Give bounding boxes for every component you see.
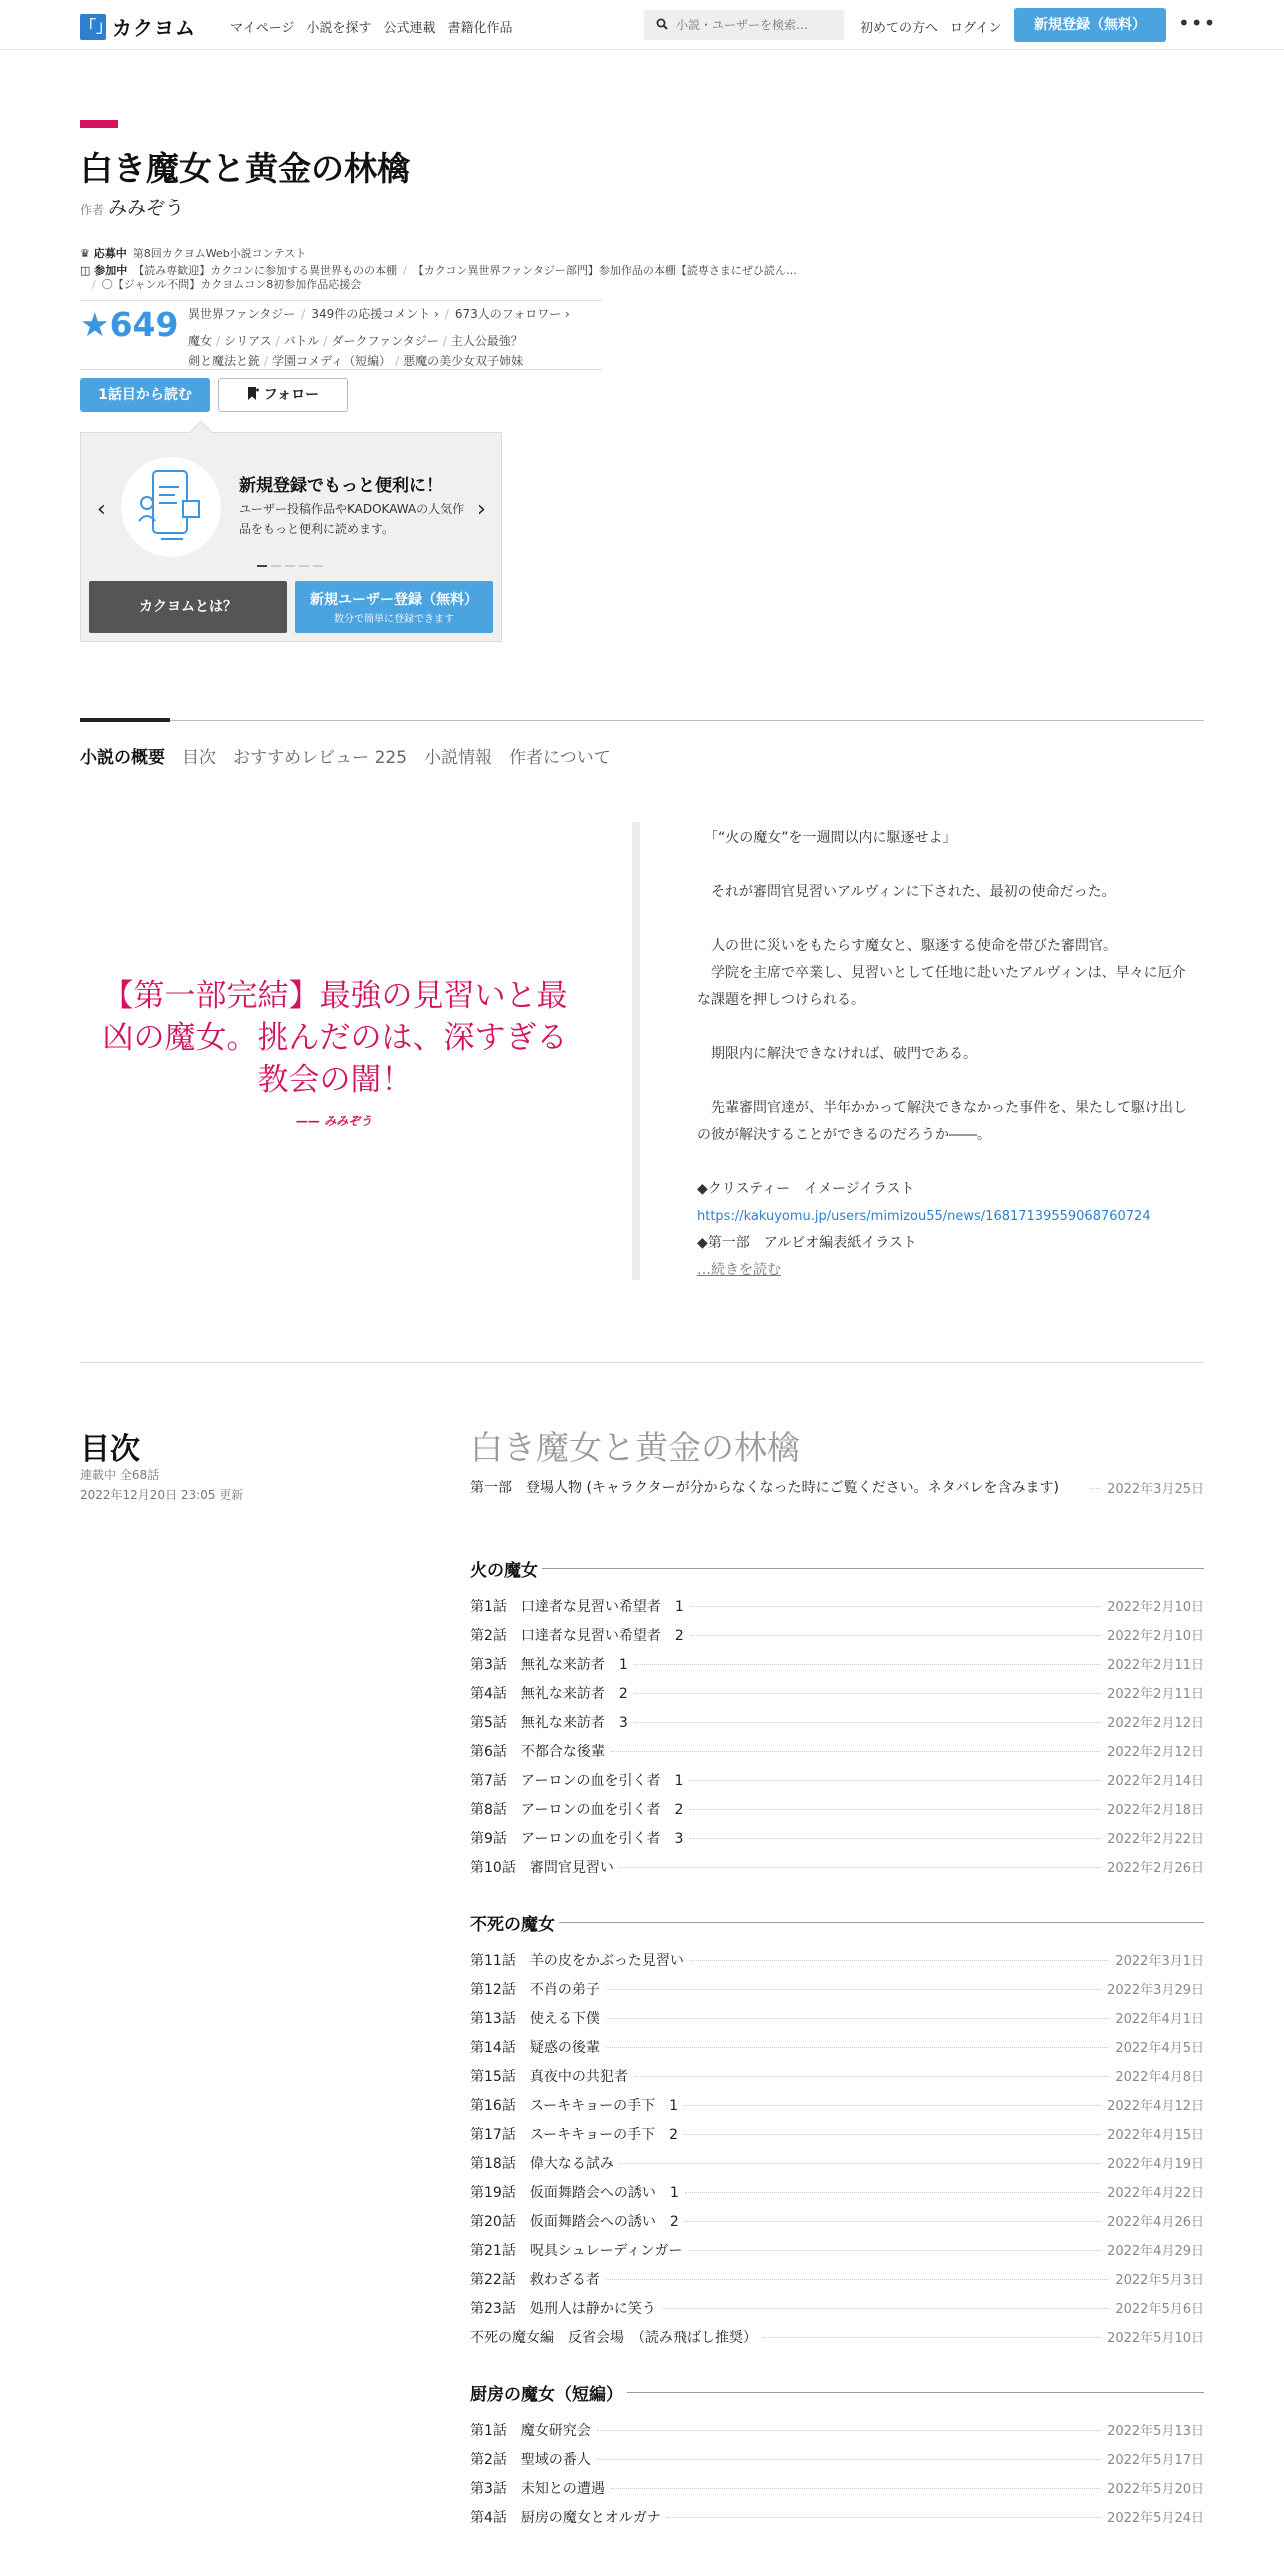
episode-title: 第1話 口達者な見習い希望者 1 bbox=[470, 1596, 690, 1616]
carousel-dot[interactable] bbox=[271, 565, 281, 567]
toc-updated: 2022年12月20日 23:05 更新 bbox=[80, 1488, 244, 1502]
nav-books[interactable]: 書籍化作品 bbox=[447, 21, 513, 36]
episode-title: 第14話 疑惑の後輩 bbox=[470, 2037, 606, 2057]
episode-row[interactable] bbox=[470, 1950, 1204, 1979]
episode-title: 第2話 聖域の番人 bbox=[470, 2449, 597, 2469]
author-label: 作者 bbox=[80, 203, 105, 217]
main-nav bbox=[230, 17, 513, 36]
episode-title: 第1話 魔女研究会 bbox=[470, 2420, 597, 2440]
illustration-link[interactable]: https://kakuyomu.jp/users/mimizou55/news/16817139559068760724 bbox=[697, 1209, 1151, 1224]
join-link-2[interactable]: 【カクコン異世界ファンタジー部門】参加作品の本棚【読専さまにぜひ読ん… bbox=[412, 264, 797, 277]
genre-link[interactable]: 異世界ファンタジー bbox=[188, 307, 296, 321]
episode-row[interactable] bbox=[470, 1979, 1204, 2008]
contest-link[interactable]: 第8回カクヨムWeb小説コンテスト bbox=[132, 247, 307, 260]
carousel-dot[interactable] bbox=[285, 565, 295, 567]
site-header bbox=[0, 0, 1284, 50]
episode-date: 2022年2月11日 bbox=[1101, 1683, 1204, 1702]
catchphrase-author: —— みみぞう bbox=[296, 1114, 373, 1128]
toc-work-title: 白き魔女と黄金の林檎 bbox=[470, 1428, 800, 1467]
episode-date: 2022年5月17日 bbox=[1101, 2449, 1204, 2468]
episode-title: 第13話 使える下僕 bbox=[470, 2008, 606, 2028]
site-logo[interactable] bbox=[80, 12, 196, 41]
signup-button[interactable]: 新規登録（無料） bbox=[1014, 8, 1166, 42]
toc-status: 連載中 全68話 bbox=[80, 1468, 160, 1482]
episode-date: 2022年2月12日 bbox=[1101, 1712, 1204, 1731]
stats-panel bbox=[80, 300, 602, 370]
chapter-title: 不死の魔女 bbox=[470, 1914, 555, 1935]
follow-button[interactable] bbox=[218, 378, 348, 412]
episode-date: 2022年4月19日 bbox=[1101, 2153, 1204, 2172]
search-input[interactable] bbox=[676, 18, 836, 32]
tag-item[interactable]: ダークファンタジー bbox=[331, 334, 439, 348]
chapter-heading bbox=[470, 1546, 1204, 1590]
logo-name: カクヨム bbox=[112, 16, 196, 40]
carousel-dot[interactable] bbox=[257, 565, 267, 567]
episode-title: 第9話 アーロンの血を引く者 3 bbox=[470, 1828, 689, 1848]
episode-title: 第20話 仮面舞踏会への誘い 2 bbox=[470, 2211, 685, 2231]
episode-date: 2022年2月10日 bbox=[1101, 1625, 1204, 1644]
chapter-title: 厨房の魔女（短編） bbox=[470, 2384, 623, 2405]
episode-title: 第4話 厨房の魔女とオルガナ bbox=[470, 2507, 667, 2527]
join-link-1[interactable]: 【読み専歓迎】カクコンに参加する異世界ものの本棚 bbox=[133, 264, 398, 277]
episode-row[interactable] bbox=[470, 1799, 1204, 1828]
chevron-left-icon[interactable]: ‹ bbox=[97, 497, 106, 522]
tab-active-indicator bbox=[80, 718, 170, 722]
episode-date: 2022年5月13日 bbox=[1101, 2420, 1204, 2439]
episode-row[interactable] bbox=[470, 2327, 1204, 2356]
episode-title: 第23話 処刑人は静かに笑う bbox=[470, 2298, 662, 2318]
chapter-title: 火の魔女 bbox=[470, 1560, 538, 1581]
chevron-right-icon[interactable]: › bbox=[477, 497, 486, 522]
episode-date: 2022年2月26日 bbox=[1101, 1857, 1204, 1876]
episode-title: 第5話 無礼な来訪者 3 bbox=[470, 1712, 634, 1732]
intro-paragraph: それが審問官見習いアルヴィンに下された、最初の使命だった。 bbox=[697, 884, 1116, 900]
more-menu-icon[interactable]: ••• bbox=[1178, 11, 1217, 35]
episode-row[interactable] bbox=[470, 2240, 1204, 2269]
episode-date: 2022年5月10日 bbox=[1101, 2327, 1204, 2346]
follow-label: フォロー bbox=[263, 387, 320, 403]
nav-mypage[interactable]: マイページ bbox=[230, 21, 295, 36]
contest-row bbox=[80, 245, 306, 261]
episode-row[interactable] bbox=[470, 1596, 1204, 1625]
episode-title: 第10話 審問官見習い bbox=[470, 1857, 620, 1877]
episode-title: 第8話 アーロンの血を引く者 2 bbox=[470, 1799, 689, 1819]
episode-date: 2022年3月29日 bbox=[1101, 1979, 1204, 1998]
episode-row[interactable] bbox=[470, 2507, 1204, 2536]
toc-heading: 目次 bbox=[80, 1432, 140, 1467]
episode-date: 2022年3月25日 bbox=[1101, 1478, 1204, 1497]
episode-row[interactable] bbox=[470, 2124, 1204, 2153]
episode-row[interactable] bbox=[470, 1857, 1204, 1886]
tab-toc[interactable]: 目次 bbox=[182, 748, 216, 768]
author-name[interactable]: みみぞう bbox=[108, 197, 185, 219]
episode-date: 2022年5月20日 bbox=[1101, 2478, 1204, 2497]
read-first-episode-button[interactable]: 1話目から読む bbox=[80, 378, 210, 412]
episode-title: 第4話 無礼な来訪者 2 bbox=[470, 1683, 634, 1703]
episode-date: 2022年2月10日 bbox=[1101, 1596, 1204, 1615]
tag-item[interactable]: シリアス bbox=[224, 334, 272, 348]
chapter-heading bbox=[470, 1900, 1204, 1944]
episode-date: 2022年5月3日 bbox=[1109, 2269, 1204, 2288]
episode-row[interactable] bbox=[470, 1683, 1204, 1712]
join-badge: ◫ 参加中 bbox=[80, 264, 128, 277]
followers-link[interactable]: 673人のフォロワー › bbox=[454, 307, 570, 321]
bookmark-icon bbox=[247, 387, 259, 403]
episode-date: 2022年5月6日 bbox=[1109, 2298, 1204, 2317]
register-promo bbox=[80, 432, 502, 642]
episode-row[interactable] bbox=[470, 1478, 1204, 1532]
episode-row[interactable] bbox=[470, 1625, 1204, 1654]
promo-text: ユーザー投稿作品やKADOKAWAの人気作品をもっと便利に読めます。 bbox=[239, 502, 465, 536]
episode-date: 2022年4月1日 bbox=[1109, 2008, 1204, 2027]
nav-official[interactable]: 公式連載 bbox=[383, 21, 436, 36]
episode-title: 第3話 無礼な来訪者 1 bbox=[470, 1654, 634, 1674]
read-more-link[interactable]: …続きを読む bbox=[697, 1262, 781, 1278]
intro-paragraph: 人の世に災いをもたらす魔女と、駆逐する使命を帯びた審問官。 学院を主席で卒業し、見習いとして任地に赴いたアルヴィンは、早々に厄介な課題を押しつけられる。 bbox=[697, 938, 1186, 1008]
episode-row[interactable] bbox=[470, 2153, 1204, 2182]
search-icon bbox=[656, 18, 668, 33]
intro-paragraph: 「“火の魔女”を一週間以内に駆逐せよ」 bbox=[697, 830, 957, 846]
first-time-link[interactable]: 初めての方へ bbox=[860, 21, 939, 36]
episode-row[interactable] bbox=[470, 1654, 1204, 1683]
tab-author[interactable]: 作者について bbox=[509, 748, 611, 768]
phone-illustration-icon bbox=[121, 457, 221, 557]
joins-row: ◫ 参加中 【読み専歓迎】カクコンに参加する異世界ものの本棚 / 【カクコン異世界ファンタジー部門】参加作品の本棚【読専さまにぜひ読ん… bbox=[80, 264, 797, 277]
episode-date: 2022年2月11日 bbox=[1101, 1654, 1204, 1673]
register-sublabel: 数分で簡単に登録できます bbox=[334, 614, 454, 625]
episode-row[interactable] bbox=[470, 2420, 1204, 2449]
episode-date: 2022年4月29日 bbox=[1101, 2240, 1204, 2259]
episode-title: 第17話 スーキキョーの手下 2 bbox=[470, 2124, 684, 2144]
episode-date: 2022年4月15日 bbox=[1101, 2124, 1204, 2143]
tab-info[interactable]: 小説情報 bbox=[424, 748, 493, 768]
episode-row[interactable] bbox=[470, 2095, 1204, 2124]
episode-date: 2022年2月14日 bbox=[1101, 1770, 1204, 1789]
tag-list: 魔女 / シリアス / バトル / ダークファンタジー / 主人公最強？ 剣と魔法と銃 / 学園コメディ（短編） / 悪魔の美少女双子姉妹 bbox=[188, 334, 524, 368]
episode-title: 第22話 救わざる者 bbox=[470, 2269, 606, 2289]
episode-date: 2022年4月8日 bbox=[1109, 2066, 1204, 2085]
episode-title: 第15話 真夜中の共犯者 bbox=[470, 2066, 634, 2086]
episode-date: 2022年4月5日 bbox=[1109, 2037, 1204, 2056]
chapters bbox=[470, 1546, 1204, 2536]
episode-title: 第21話 呪具シュレーディンガー bbox=[470, 2240, 688, 2260]
episode-title: 第19話 仮面舞踏会への誘い 1 bbox=[470, 2182, 685, 2202]
register-user-button[interactable] bbox=[295, 581, 493, 633]
episode-title: 第2話 口達者な見習い希望者 2 bbox=[470, 1625, 690, 1645]
search-box[interactable] bbox=[644, 10, 844, 40]
star-count[interactable]: ★649 bbox=[80, 305, 179, 344]
episode-title: 第7話 アーロンの血を引く者 1 bbox=[470, 1770, 689, 1790]
author-row bbox=[80, 193, 184, 220]
comments-link[interactable]: 349件の応援コメント › bbox=[311, 307, 439, 321]
about-kakuyomu-button[interactable]: カクヨムとは？ bbox=[89, 581, 287, 633]
work-tabs bbox=[80, 743, 611, 768]
tag-item[interactable]: 主人公最強？ bbox=[450, 334, 523, 348]
episode-title: 不死の魔女編 反省会場 （読み飛ばし推奨） bbox=[470, 2327, 763, 2347]
joins-row-2: / 〇【ジャンル不問】カクヨムコン8初参加作品応援会 bbox=[92, 278, 362, 291]
episode-list bbox=[470, 1478, 1204, 2536]
episode-date: 2022年4月26日 bbox=[1101, 2211, 1204, 2230]
tab-overview[interactable]: 小説の概要 bbox=[80, 748, 165, 768]
episode-date: 2022年4月22日 bbox=[1101, 2182, 1204, 2201]
episode-row[interactable] bbox=[470, 2211, 1204, 2240]
episode-row[interactable] bbox=[470, 1770, 1204, 1799]
episode-row[interactable] bbox=[470, 2066, 1204, 2095]
episode-row[interactable] bbox=[470, 2008, 1204, 2037]
episode-title: 第3話 未知との遭遇 bbox=[470, 2478, 611, 2498]
episode-row[interactable] bbox=[470, 2182, 1204, 2211]
episode-title: 第18話 偉大なる試み bbox=[470, 2153, 620, 2173]
work-title[interactable]: 白き魔女と黄金の林檎 bbox=[80, 149, 410, 188]
episode-date: 2022年3月1日 bbox=[1109, 1950, 1204, 1969]
episode-title: 第16話 スーキキョーの手下 1 bbox=[470, 2095, 684, 2115]
episode-row[interactable] bbox=[470, 2269, 1204, 2298]
episode-row[interactable] bbox=[470, 1741, 1204, 1770]
episode-date: 2022年2月18日 bbox=[1101, 1799, 1204, 1818]
episode-row[interactable] bbox=[470, 2449, 1204, 2478]
promo-title: 新規登録でもっと便利に！ bbox=[239, 476, 443, 496]
episode-title: 第一部 登場人物 (キャラクターが分からなくなった時にご覧ください。ネタバレを含みます) bbox=[470, 1478, 1090, 1499]
intro-paragraph: 先輩審問官達が、半年かかって解決できなかった事件を、果たして駆け出しの彼が解決することができるのだろうか――。 bbox=[697, 1100, 1187, 1143]
episode-row[interactable] bbox=[470, 1828, 1204, 1857]
carousel-dot[interactable] bbox=[299, 565, 309, 567]
logo-mark: 「」 bbox=[80, 14, 106, 40]
carousel-dots bbox=[257, 565, 323, 567]
episode-date: 2022年4月12日 bbox=[1101, 2095, 1204, 2114]
tag-item[interactable]: バトル bbox=[283, 334, 320, 348]
tag-item[interactable]: 学園コメディ（短編） bbox=[272, 354, 392, 368]
chapter-heading bbox=[470, 2370, 1204, 2414]
intro-paragraph: 期限内に解決できなければ、破門である。 bbox=[697, 1046, 977, 1062]
stats-links: 異世界ファンタジー / 349件の応援コメント › / 673人のフォロワー › bbox=[188, 307, 570, 321]
episode-row[interactable] bbox=[470, 2478, 1204, 2507]
introduction bbox=[697, 825, 1197, 1284]
tab-reviews[interactable]: おすすめレビュー 225 bbox=[233, 748, 408, 768]
section-divider bbox=[80, 1362, 1204, 1363]
tag-item[interactable]: 魔女 bbox=[188, 334, 213, 348]
episode-row[interactable] bbox=[470, 1712, 1204, 1741]
episode-row[interactable] bbox=[470, 2037, 1204, 2066]
tabs-divider bbox=[80, 720, 1204, 721]
login-link[interactable]: ログイン bbox=[950, 21, 1002, 36]
episode-date: 2022年2月22日 bbox=[1101, 1828, 1204, 1847]
episode-title: 第12話 不肖の弟子 bbox=[470, 1979, 606, 1999]
nav-find-novels[interactable]: 小説を探す bbox=[306, 21, 372, 36]
episode-date: 2022年5月24日 bbox=[1101, 2507, 1204, 2526]
tag-item[interactable]: 悪魔の美少女双子姉妹 bbox=[403, 354, 524, 368]
join-link-3[interactable]: 〇【ジャンル不問】カクヨムコン8初参加作品応援会 bbox=[101, 278, 362, 291]
contest-badge: ♛ 応募中 bbox=[80, 247, 127, 260]
register-label: 新規ユーザー登録（無料） bbox=[310, 592, 478, 608]
intro-paragraph: ◆クリスティー イメージイラスト bbox=[697, 1181, 915, 1197]
episode-title: 第6話 不都合な後輩 bbox=[470, 1741, 611, 1761]
tag-item[interactable]: 剣と魔法と銃 bbox=[188, 354, 261, 368]
intro-paragraph: ◆第一部 アルビオ編表紙イラスト bbox=[697, 1235, 917, 1251]
episode-date: 2022年2月12日 bbox=[1101, 1741, 1204, 1760]
catchphrase: 【第一部完結】最強の見習いと最凶の魔女。挑んだのは、深すぎる教会の闇！ bbox=[102, 978, 568, 1098]
episode-row[interactable] bbox=[470, 2298, 1204, 2327]
intro-divider bbox=[632, 822, 640, 1280]
title-accent-bar bbox=[80, 120, 118, 128]
carousel-dot[interactable] bbox=[313, 565, 323, 567]
episode-title: 第11話 羊の皮をかぶった見習い bbox=[470, 1950, 690, 1970]
